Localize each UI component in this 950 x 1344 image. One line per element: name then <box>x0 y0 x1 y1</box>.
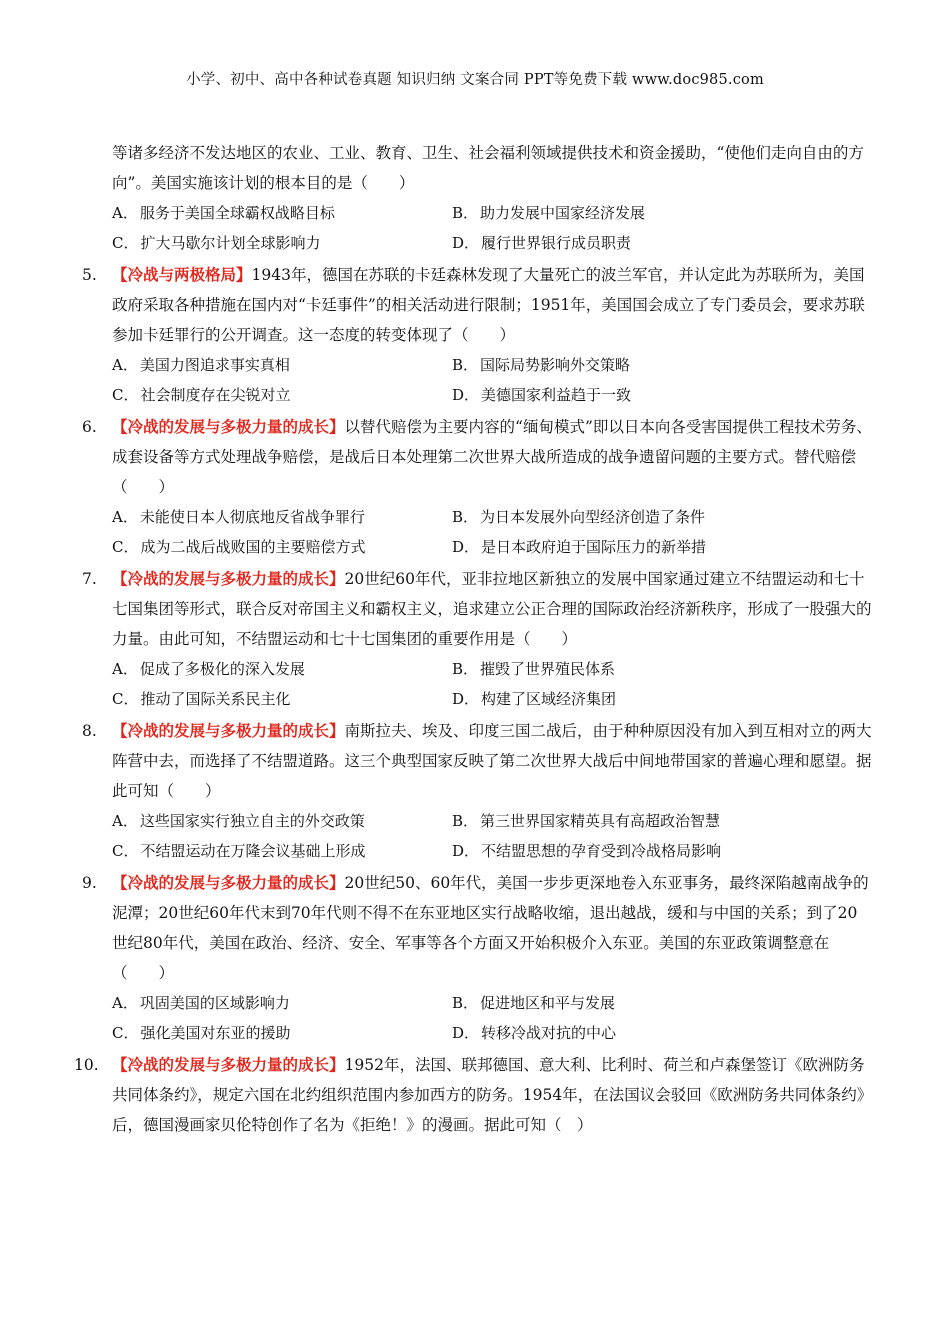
question-5-options <box>112 350 872 410</box>
question-number: 10. <box>74 1056 99 1074</box>
option-b: B． 促进地区和平与发展 <box>452 994 616 1012</box>
option-b: B． 为日本发展外向型经济创造了条件 <box>452 508 706 526</box>
option-c: C． 强化美国对东亚的援助 <box>112 1024 291 1042</box>
option-a: A． 服务于美国全球霸权战略目标 <box>112 204 335 222</box>
question-4-options <box>112 198 872 258</box>
question-text: 南斯拉夫、埃及、印度三国二战后，由于种种原因没有加入到互相对立的两大阵营中去，而选择了不结盟道路。这三个典型国家反映了第二次世界大战后中间地带国家的普遍心理和愿望。据此可知（ ） <box>112 722 872 800</box>
question-8-options <box>112 806 872 866</box>
option-c: C． 扩大马歇尔计划全球影响力 <box>112 234 321 252</box>
question-6 <box>82 412 872 502</box>
question-text: 1943年，德国在苏联的卡廷森林发现了大量死亡的波兰军官，并认定此为苏联所为，美国政府采取各种措施在国内对“卡廷事件”的相关活动进行限制；1951年，美国国会成立了专门委员会，要求苏联参加卡廷罪行的公开调查。这一态度的转变体现了（ ） <box>112 266 865 344</box>
option-d: D． 是日本政府迫于国际压力的新举措 <box>452 538 707 556</box>
question-text: 20世纪60年代，亚非拉地区新独立的发展中国家通过建立不结盟运动和七十七国集团等形式，联合反对帝国主义和霸权主义，追求建立公正合理的国际政治经济新秩序，形成了一股强大的力量。由此可知，不结盟运动和七十七国集团的重要作用是（ ） <box>112 570 872 648</box>
topic-tag: 【冷战与两极格局】 <box>112 265 252 284</box>
question-text: 1952年，法国、联邦德国、意大利、比利时、荷兰和卢森堡签订《欧洲防务共同体条约》，规定六国在北约组织范围内参加西方的防务。1954年，在法国议会驳回《欧洲防务共同体条约》后，德国漫画家贝伦特创作了名为《拒绝！》的漫画。据此可知（ ） <box>112 1056 865 1134</box>
topic-tag: 【冷战的发展与多极力量的成长】 <box>112 417 345 436</box>
option-b: B． 助力发展中国家经济发展 <box>452 204 646 222</box>
option-a: A． 未能使日本人彻底地反省战争罪行 <box>112 508 365 526</box>
topic-tag: 【冷战的发展与多极力量的成长】 <box>112 569 345 588</box>
question-4-continued <box>82 138 872 258</box>
question-9 <box>82 868 872 988</box>
topic-tag: 【冷战的发展与多极力量的成长】 <box>112 1055 345 1074</box>
option-d: D． 不结盟思想的孕育受到冷战格局影响 <box>452 842 722 860</box>
question-7 <box>82 564 872 654</box>
option-d: D． 转移冷战对抗的中心 <box>452 1024 617 1042</box>
option-c: C． 推动了国际关系民主化 <box>112 690 291 708</box>
question-6-options <box>112 502 872 562</box>
option-c: C． 社会制度存在尖锐对立 <box>112 386 291 404</box>
option-a: A． 这些国家实行独立自主的外交政策 <box>112 812 365 830</box>
question-text: 以替代赔偿为主要内容的“缅甸模式”即以日本向各受害国提供工程技术劳务、成套设备等方式处理战争赔偿，是战后日本处理第二次世界大战所造成的战争遗留问题的主要方式。替代赔偿（ ） <box>112 418 872 496</box>
question-4-text: 等诸多经济不发达地区的农业、工业、教育、卫生、社会福利领域提供技术和资金援助，“使他们走向自由的方向”。美国实施该计划的根本目的是（ ） <box>112 144 864 192</box>
topic-tag: 【冷战的发展与多极力量的成长】 <box>112 721 345 740</box>
option-a: A． 美国力图追求事实真相 <box>112 356 290 374</box>
question-number: 9. <box>82 874 97 892</box>
option-c: C． 不结盟运动在万隆会议基础上形成 <box>112 842 366 860</box>
page-header: 小学、初中、高中各种试卷真题 知识归纳 文案合同 PPT等免费下载 www.doc985.com <box>186 72 764 88</box>
question-7-options <box>112 654 872 714</box>
option-b: B． 第三世界国家精英具有高超政治智慧 <box>452 812 721 830</box>
question-number: 8. <box>82 722 97 740</box>
option-d: D． 构建了区域经济集团 <box>452 690 617 708</box>
question-text: 20世纪50、60年代，美国一步步更深地卷入东亚事务，最终深陷越南战争的泥潭；20世纪60年代末到70年代则不得不在东亚地区实行战略收缩，退出越战，缓和与中国的关系；到了20世纪80年代，美国在政治、经济、安全、军事等各个方面又开始积极介入东亚。美国的东亚政策调整意在（ ） <box>112 874 869 982</box>
option-a: A． 巩固美国的区域影响力 <box>112 994 290 1012</box>
question-5 <box>82 260 872 350</box>
question-10 <box>74 1050 872 1140</box>
topic-tag: 【冷战的发展与多极力量的成长】 <box>112 873 345 892</box>
question-9-options <box>112 988 872 1048</box>
question-number: 6. <box>82 418 97 436</box>
option-d: D． 履行世界银行成员职责 <box>452 234 632 252</box>
option-d: D． 美德国家利益趋于一致 <box>452 386 632 404</box>
question-8 <box>82 716 872 806</box>
option-c: C． 成为二战后战败国的主要赔偿方式 <box>112 538 366 556</box>
exam-content <box>74 138 872 1140</box>
option-b: B． 国际局势影响外交策略 <box>452 356 631 374</box>
question-number: 7. <box>82 570 97 588</box>
question-number: 5. <box>82 266 97 284</box>
option-b: B． 摧毁了世界殖民体系 <box>452 660 616 678</box>
option-a: A． 促成了多极化的深入发展 <box>112 660 305 678</box>
